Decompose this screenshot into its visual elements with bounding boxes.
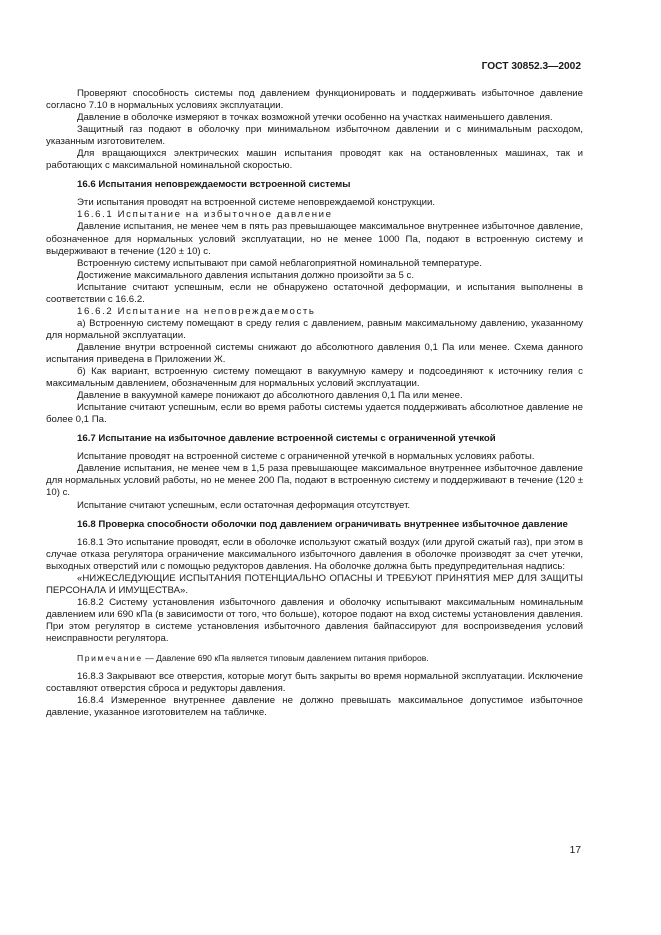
document-standard-id: ГОСТ 30852.3—2002 xyxy=(481,61,581,72)
paragraph: Давление внутри встроенной системы снижают до абсолютного давления 0,1 Па или менее. Схема данного испытания приведена в Приложении Ж. xyxy=(46,341,583,365)
section-heading-16-8: 16.8 Проверка способности оболочки под давлением ограничивать внутреннее избыточное давление xyxy=(77,518,568,530)
note-label: Примечание xyxy=(77,653,143,664)
paragraph: Испытание проводят на встроенной системе с ограниченной утечкой в нормальных условиях работы. xyxy=(77,451,535,463)
paragraph: Давление испытания, не менее чем в 1,5 раза превышающее максимальное внутреннее избыточное давление для нормальных условий работы, но не менее 200 Па, подают в встроенную систему и поддерживают в течение (120 ± 10) с. xyxy=(46,463,583,499)
paragraph: Испытание считают успешным, если во время работы системы удается поддерживать абсолютное давление не более 0,1 Па. xyxy=(46,402,583,426)
paragraph: Давление испытания, не менее чем в пять раз превышающее максимальное внутреннее избыточное давление, обозначенное для нормальных условий эксплуатации, но не менее 1000 Па, подают в встроенную систему и выдерживают в течение (120 ± 10) с. xyxy=(46,221,583,257)
paragraph: Для вращающихся электрических машин испытания проводят как на остановленных машинах, так и работающих с максимальной номинальной скоростью. xyxy=(46,148,583,172)
paragraph: 16.8.3 Закрывают все отверстия, которые могут быть закрыты во время нормальной эксплуатации. Исключение составляют отверстия сброса и редукторы давления. xyxy=(46,671,583,695)
paragraph: 16.8.4 Измеренное внутреннее давление не должно превышать максимальное допустимое избыточное давление, указанное изготовителем на табличке. xyxy=(46,695,583,719)
paragraph: 16.8.2 Систему установления избыточного давления и оболочку испытывают максимальным номинальным давлением или 690 кПа (в зависимости от того, что больше), которое подают на вход системы установления давления. При этом регулятор в системе установления избыточного давления байпассируют для воспроизведения условий неисправности регулятора. xyxy=(46,596,583,644)
paragraph: Давление в вакуумной камере понижают до абсолютного давления 0,1 Па или менее. xyxy=(77,390,463,402)
paragraph: а) Встроенную систему помещают в среду гелия с давлением, равным максимальному давлению, указанному для нормальной эксплуатации. xyxy=(46,317,583,341)
paragraph: Защитный газ подают в оболочку при минимальном избыточном давлении и с минимальным расходом, указанным изготовителем. xyxy=(46,124,583,148)
paragraph: Испытание считают успешным, если остаточная деформация отсутствует. xyxy=(77,499,411,511)
paragraph: Испытание считают успешным, если не обнаружено остаточной деформации, и испытания выполнены в соответствии с 16.6.2. xyxy=(46,281,583,305)
paragraph: Эти испытания проводят на встроенной системе неповреждаемой конструкции. xyxy=(77,197,436,209)
paragraph: б) Как вариант, встроенную систему помещают в вакуумную камеру и подсоединяют к источнику гелия с максимальным давлением, обозначенным для нормальных условий эксплуатации. xyxy=(46,366,583,390)
document-body xyxy=(46,88,583,719)
note-text: — Давление 690 кПа является типовым давлением питания приборов. xyxy=(142,653,429,664)
warning-inscription: «НИЖЕСЛЕДУЮЩИЕ ИСПЫТАНИЯ ПОТЕНЦИАЛЬНО ОПАСНЫ И ТРЕБУЮТ ПРИНЯТИЯ МЕР ДЛЯ ЗАЩИТЫ ПЕРСОНАЛА И ИМУЩЕСТВА». xyxy=(46,572,583,596)
paragraph: 16.8.1 Это испытание проводят, если в оболочке используют сжатый воздух (или другой сжатый газ), при этом в случае отказа регулятора ограничение максимального избыточного давления в оболочке производят за счет утечки, выходных отверстий или с помощью редукторов давления. На оболочке должна быть предупредительная надпись: xyxy=(46,536,583,572)
subsection-heading-16-6-1: 16.6.1 Испытание на избыточное давление xyxy=(77,209,333,221)
section-heading-16-7: 16.7 Испытание на избыточное давление встроенной системы с ограниченной утечкой xyxy=(77,433,496,445)
paragraph: Проверяют способность системы под давлением функционировать и поддерживать избыточное давление согласно 7.10 в нормальных условиях эксплуатации. xyxy=(46,88,583,112)
paragraph: Давление в оболочке измеряют в точках возможной утечки особенно на участках наименьшего давления. xyxy=(77,112,553,124)
note xyxy=(46,652,583,664)
page-number: 17 xyxy=(569,845,581,856)
paragraph: Встроенную систему испытывают при самой неблагоприятной номинальной температуре. xyxy=(77,257,482,269)
subsection-heading-16-6-2: 16.6.2 Испытание на неповреждаемость xyxy=(77,305,316,317)
paragraph: Достижение максимального давления испытания должно произойти за 5 с. xyxy=(77,269,415,281)
section-heading-16-6: 16.6 Испытания неповреждаемости встроенной системы xyxy=(77,179,351,191)
